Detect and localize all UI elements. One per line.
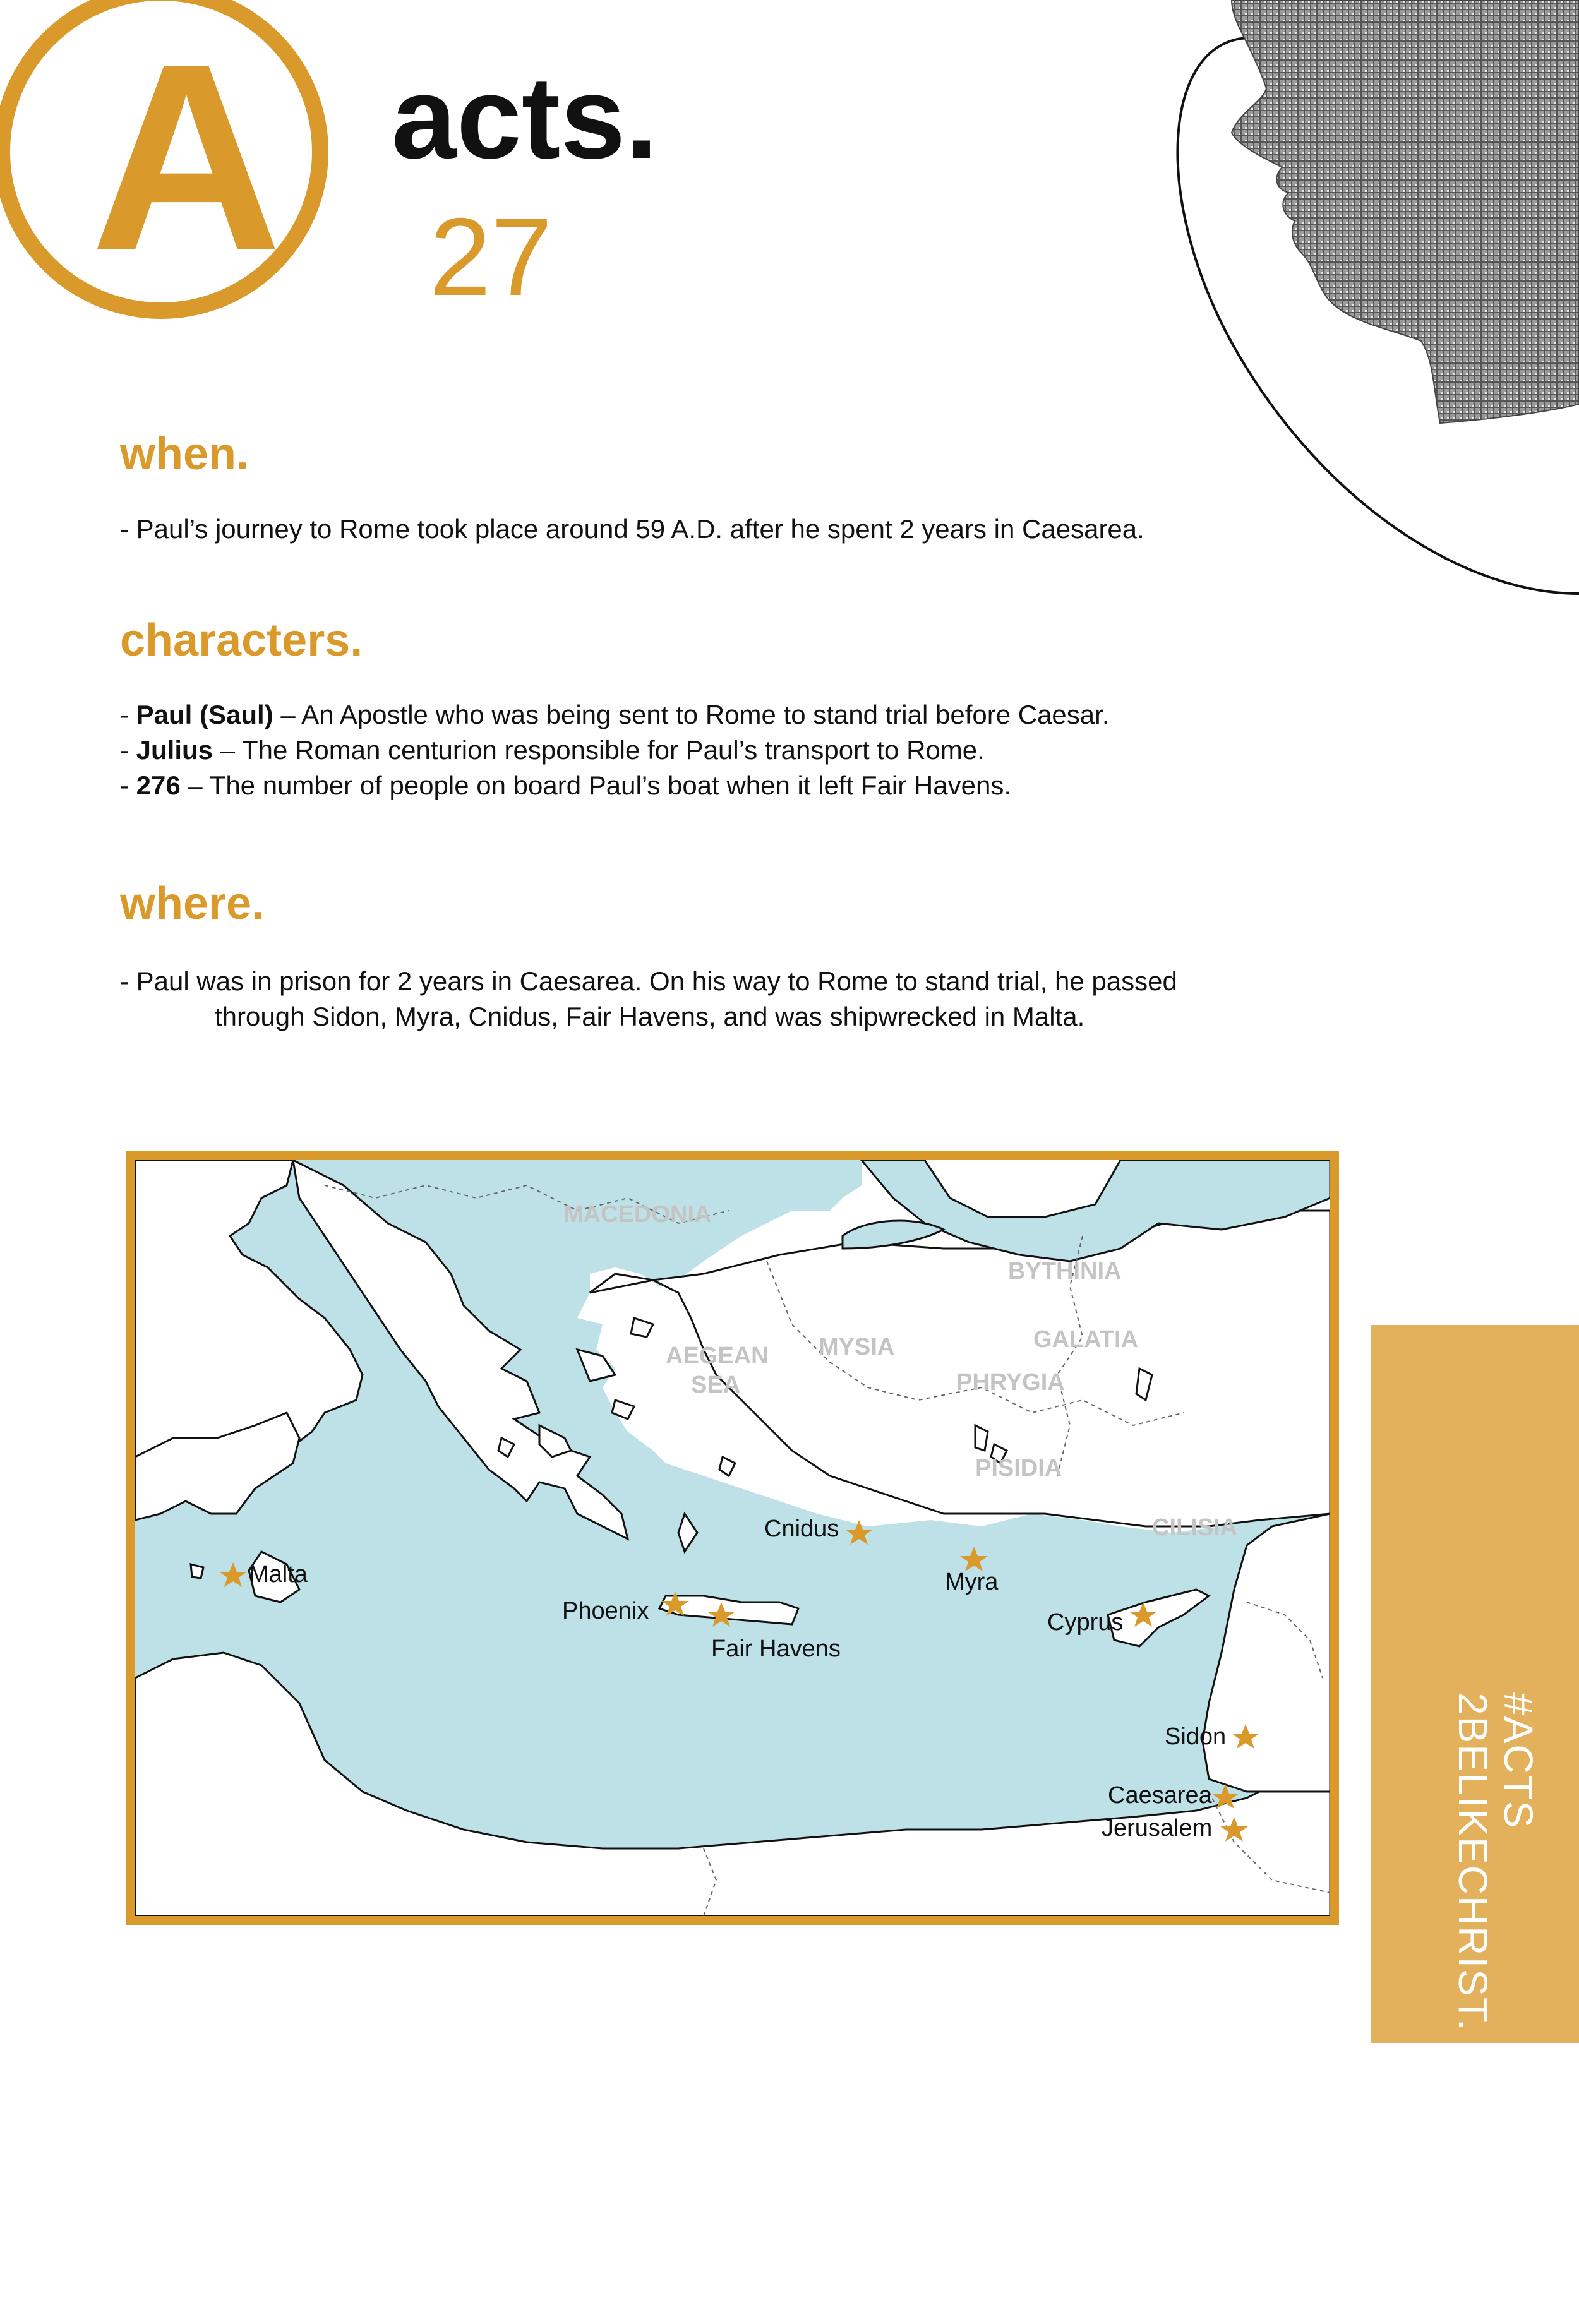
where-heading: where. <box>120 878 265 929</box>
characters-heading: characters. <box>120 615 363 666</box>
character-desc: – The number of people on board Paul’s boat when it left Fair Havens. <box>180 770 1011 800</box>
region-label-phrygia: PHRYGIA <box>956 1369 1065 1396</box>
sculpture-head-illustration <box>1137 0 1579 606</box>
region-label-pisidia: PISIDIA <box>975 1455 1062 1482</box>
region-label-cilisia: CILISIA <box>1152 1514 1238 1541</box>
page-title: acts. <box>392 53 658 183</box>
region-label-macedonia: MACEDONIA <box>563 1201 712 1228</box>
city-label-cyprus: Cyprus <box>1047 1609 1124 1636</box>
city-label-sidon: Sidon <box>1165 1723 1227 1750</box>
city-label-jerusalem: Jerusalem <box>1102 1815 1213 1842</box>
when-heading: when. <box>120 429 249 479</box>
chapter-number: 27 <box>429 196 553 319</box>
city-label-fair-havens: Fair Havens <box>711 1636 841 1662</box>
character-item: - 276 – The number of people on board Paul’s boat when it left Fair Havens. <box>120 770 1011 800</box>
character-item: - Paul (Saul) – An Apostle who was being sent to Rome to stand trial before Caesar. <box>120 700 1110 729</box>
region-label-bythinia: BYTHINIA <box>1008 1258 1122 1285</box>
city-label-cnidus: Cnidus <box>764 1516 839 1542</box>
region-label-mysia: MYSIA <box>819 1334 895 1360</box>
where-text-line1: - Paul was in prison for 2 years in Caesarea. On his way to Rome to stand trial, he passed <box>120 966 1177 996</box>
region-label-galatia: GALATIA <box>1033 1326 1139 1353</box>
when-text: - Paul’s journey to Rome took place around 59 A.D. after he spent 2 years in Caesarea. <box>120 514 1144 544</box>
character-name: 276 <box>136 770 181 800</box>
mediterranean-map <box>135 1160 1330 1916</box>
region-label-aegean: AEGEAN <box>666 1343 769 1369</box>
city-label-myra: Myra <box>945 1569 999 1595</box>
city-label-phoenix: Phoenix <box>562 1598 649 1624</box>
city-label-caesarea: Caesarea <box>1108 1782 1212 1809</box>
hashtag-belikechrist: 2BELIKECHRIST. <box>1450 1692 1496 2032</box>
character-name: Paul (Saul) <box>136 700 273 729</box>
city-label-malta: Malta <box>249 1561 308 1588</box>
character-desc: – An Apostle who was being sent to Rome to stand trial before Caesar. <box>273 700 1110 729</box>
logo-letter: A <box>90 9 282 306</box>
where-text-line2: through Sidon, Myra, Cnidus, Fair Havens, and was shipwrecked in Malta. <box>215 1002 1085 1031</box>
character-name: Julius <box>136 735 213 765</box>
side-tab-text <box>1415 1692 1541 2324</box>
character-desc: – The Roman centurion responsible for Paul’s transport to Rome. <box>213 735 985 765</box>
character-item: - Julius – The Roman centurion responsible for Paul’s transport to Rome. <box>120 735 985 765</box>
region-label-sea: SEA <box>691 1372 741 1398</box>
map-frame <box>126 1151 1339 1925</box>
hashtag-acts: #ACTS <box>1496 1692 1541 1830</box>
